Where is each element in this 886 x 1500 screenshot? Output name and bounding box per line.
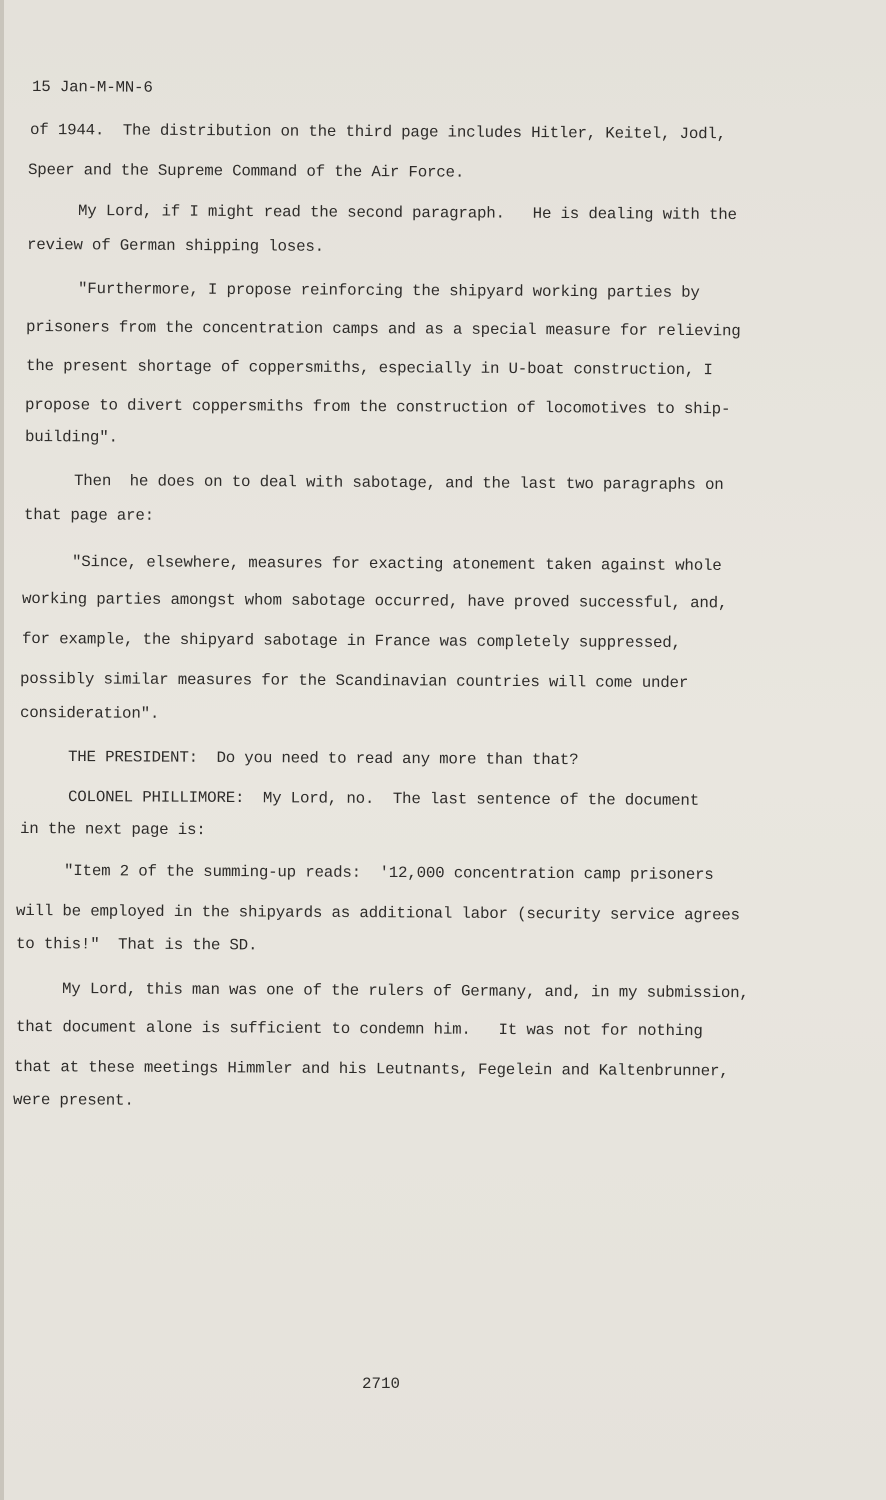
text-line: consideration". [19,704,160,723]
text-line: My Lord, this man was one of the rulers of Germany, and, in my submission, [61,980,749,1003]
text-line: were present. [12,1091,134,1110]
text-line: to this!" That is the SD. [15,935,258,955]
text-line: that document alone is sufficient to condemn him. It was not for nothing [15,1018,703,1041]
text-line: the present shortage of coppersmiths, especially in U-boat construction, I [25,357,713,380]
text-line: that page are: [23,506,154,525]
page-number: 2710 [362,1375,400,1393]
text-line: prisoners from the concentration camps and as a special measure for relieving [25,318,741,341]
text-line: that at these meetings Himmler and his Leutnants, Fegelein and Kaltenbrunner, [13,1058,729,1081]
page-edge [0,0,4,1500]
text-line: "Since, elsewhere, measures for exacting atonement taken against whole [71,553,722,575]
text-line: building". [24,428,118,447]
text-line: in the next page is: [19,820,206,840]
text-line: possibly similar measures for the Scandinavian countries will come under [19,670,689,693]
text-line: propose to divert coppersmiths from the construction of locomotives to ship- [24,396,731,419]
text-line: of 1944. The distribution on the third page includes Hitler, Keitel, Jodl, [29,121,727,144]
text-line: working parties amongst whom sabotage occurred, have proved successful, and, [21,590,728,613]
text-line: "Item 2 of the summing-up reads: '12,000 concentration camp prisoners [63,862,714,884]
text-line: for example, the shipyard sabotage in France was completely suppressed, [21,630,681,653]
text-line: THE PRESIDENT: Do you need to read any more than that? [67,748,579,770]
text-line: COLONEL PHILLIMORE: My Lord, no. The last sentence of the document [67,788,700,810]
text-line: will be employed in the shipyards as additional labor (security service agrees [15,902,740,925]
text-line: My Lord, if I might read the second paragraph. He is dealing with the [77,202,737,225]
header-reference: 15 Jan-M-MN-6 [31,78,153,97]
text-line: Then he does on to deal with sabotage, and the last two paragraphs on [73,472,724,494]
text-line: "Furthermore, I propose reinforcing the shipyard working parties by [77,280,700,302]
text-line: Speer and the Supreme Command of the Air Force. [27,161,465,182]
text-line: review of German shipping loses. [26,236,325,256]
